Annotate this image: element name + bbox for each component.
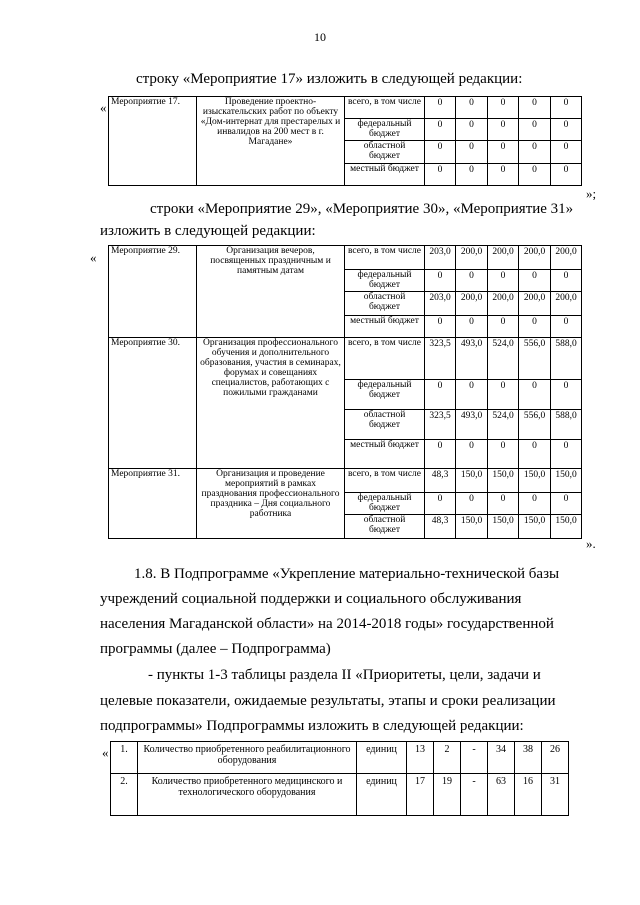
funding-value: 0 (456, 97, 488, 119)
funding-value: 0 (488, 493, 519, 515)
funding-value: 0 (488, 380, 519, 410)
funding-source: всего, в том числе (345, 246, 425, 270)
measure-name: Мероприятие 29. (109, 246, 197, 338)
funding-value: 48,3 (425, 469, 456, 493)
funding-value: 0 (551, 493, 582, 515)
funding-value: 150,0 (551, 515, 582, 539)
paragraph-2-line-1: строки «Мероприятие 29», «Мероприятие 30», «Мероприятие 31» (150, 201, 574, 217)
funding-value: 0 (519, 119, 551, 141)
open-quote-3: « (102, 745, 109, 760)
paragraph-3-line-1: 1.8. В Подпрограмме «Укрепление материально-технической базы (134, 566, 560, 582)
indicator-value: 31 (542, 774, 569, 816)
funding-value: 0 (456, 316, 488, 338)
unit: единиц (357, 774, 407, 816)
funding-value: 200,0 (488, 292, 519, 316)
funding-value: 0 (519, 270, 551, 292)
funding-value: 493,0 (456, 410, 488, 440)
funding-value: 0 (551, 270, 582, 292)
funding-value: 0 (456, 270, 488, 292)
funding-value: 0 (425, 380, 456, 410)
funding-source: областной бюджет (345, 410, 425, 440)
paragraph-4-line-1: - пункты 1-3 таблицы раздела II «Приоритеты, цели, задачи и (148, 667, 541, 683)
paragraph-2-line-2: изложить в следующей редакции: (100, 223, 316, 239)
funding-value: 0 (519, 316, 551, 338)
funding-source: местный бюджет (345, 316, 425, 338)
funding-value: 200,0 (519, 246, 551, 270)
funding-source: областной бюджет (345, 141, 425, 164)
funding-value: 150,0 (519, 469, 551, 493)
funding-value: 0 (551, 380, 582, 410)
indicator-value: - (461, 774, 488, 816)
indicator-name: Количество приобретенного реабилитационного оборудования (138, 742, 357, 774)
measure-name: Мероприятие 30. (109, 338, 197, 469)
indicator-value: 19 (434, 774, 461, 816)
funding-value: 200,0 (488, 246, 519, 270)
funding-source: федеральный бюджет (345, 380, 425, 410)
indicator-value: 63 (488, 774, 515, 816)
table-row (109, 338, 582, 380)
funding-source: всего, в том числе (345, 338, 425, 380)
funding-value: 323,5 (425, 338, 456, 380)
funding-value: 0 (425, 141, 456, 164)
paragraph-3-line-4: программы (далее – Подпрограмма) (100, 641, 331, 657)
funding-value: 0 (488, 141, 519, 164)
table-measures-29-31 (108, 245, 582, 539)
table-row (109, 469, 582, 493)
funding-value: 200,0 (551, 292, 582, 316)
paragraph-4-line-3: подпрограммы» Подпрограммы изложить в следующей редакции: (100, 718, 524, 734)
funding-value: 524,0 (488, 410, 519, 440)
funding-value: 0 (425, 97, 456, 119)
funding-value: 203,0 (425, 292, 456, 316)
indicator-value: 38 (515, 742, 542, 774)
funding-value: 0 (519, 97, 551, 119)
funding-value: 200,0 (551, 246, 582, 270)
funding-value: 0 (488, 270, 519, 292)
funding-value: 524,0 (488, 338, 519, 380)
measure-description: Организация профессионального обучения и дополнительного образования, участия в семинарах, форумах и совещаниях специалистов, работающих с пожилыми гражданами (197, 338, 345, 469)
funding-value: 0 (456, 440, 488, 469)
measure-description: Организация и проведение мероприятий в рамках празднования профессионального праздника – Дня социального работника (197, 469, 345, 539)
funding-value: 588,0 (551, 338, 582, 380)
funding-value: 0 (488, 316, 519, 338)
indicator-value: 17 (407, 774, 434, 816)
funding-value: 0 (551, 440, 582, 469)
funding-value: 0 (456, 164, 488, 186)
funding-value: 0 (519, 380, 551, 410)
funding-value: 48,3 (425, 515, 456, 539)
paragraph-3-line-3: населения Магаданской области» на 2014-2018 годы» государственной (100, 616, 554, 632)
funding-value: 0 (425, 493, 456, 515)
funding-value: 203,0 (425, 246, 456, 270)
funding-value: 150,0 (488, 469, 519, 493)
funding-source: федеральный бюджет (345, 270, 425, 292)
table-measure-17 (108, 96, 582, 186)
table-row (111, 742, 569, 774)
funding-value: 150,0 (551, 469, 582, 493)
funding-value: 0 (551, 316, 582, 338)
funding-source: федеральный бюджет (345, 493, 425, 515)
paragraph-1: строку «Мероприятие 17» изложить в следующей редакции: (136, 71, 523, 87)
indicator-value: 34 (488, 742, 515, 774)
indicator-value: 26 (542, 742, 569, 774)
funding-value: 200,0 (519, 292, 551, 316)
funding-value: 0 (425, 440, 456, 469)
funding-value: 0 (551, 97, 582, 119)
funding-value: 0 (425, 164, 456, 186)
funding-value: 0 (519, 141, 551, 164)
table-row (111, 774, 569, 816)
measure-description: Проведение проектно-изыскательских работ по объекту «Дом-интернат для престарелых и инвалидов на 200 мест в г. Магадане» (197, 97, 345, 186)
indicator-name: Количество приобретенного медицинского и технологического оборудования (138, 774, 357, 816)
funding-source: местный бюджет (345, 440, 425, 469)
funding-value: 0 (551, 141, 582, 164)
indicator-value: - (461, 742, 488, 774)
funding-value: 200,0 (456, 246, 488, 270)
row-number: 2. (111, 774, 138, 816)
funding-value: 0 (488, 164, 519, 186)
indicator-value: 13 (407, 742, 434, 774)
funding-value: 0 (551, 164, 582, 186)
row-number: 1. (111, 742, 138, 774)
table-indicators (110, 741, 569, 816)
measure-name: Мероприятие 31. (109, 469, 197, 539)
table-row (109, 246, 582, 270)
open-quote-2: « (90, 250, 97, 265)
funding-source: федеральный бюджет (345, 119, 425, 141)
indicator-value: 2 (434, 742, 461, 774)
funding-source: областной бюджет (345, 515, 425, 539)
funding-value: 0 (551, 119, 582, 141)
funding-value: 556,0 (519, 338, 551, 380)
close-quote-1: »; (586, 186, 597, 201)
funding-source: всего, в том числе (345, 469, 425, 493)
funding-value: 0 (488, 440, 519, 469)
funding-value: 0 (425, 119, 456, 141)
paragraph-3-line-2: учреждений социальной поддержки и социального обслуживания (100, 591, 522, 607)
funding-value: 588,0 (551, 410, 582, 440)
funding-value: 0 (456, 119, 488, 141)
funding-value: 0 (425, 270, 456, 292)
funding-value: 0 (519, 164, 551, 186)
page-number: 10 (314, 30, 326, 44)
funding-value: 0 (425, 316, 456, 338)
funding-value: 0 (519, 440, 551, 469)
unit: единиц (357, 742, 407, 774)
close-quote-2: ». (586, 536, 596, 551)
funding-value: 323,5 (425, 410, 456, 440)
funding-source: всего, в том числе (345, 97, 425, 119)
indicator-value: 16 (515, 774, 542, 816)
funding-value: 150,0 (488, 515, 519, 539)
funding-source: областной бюджет (345, 292, 425, 316)
funding-value: 150,0 (456, 469, 488, 493)
funding-value: 150,0 (456, 515, 488, 539)
open-quote-1: « (100, 100, 107, 115)
funding-value: 493,0 (456, 338, 488, 380)
funding-value: 556,0 (519, 410, 551, 440)
funding-value: 0 (456, 141, 488, 164)
funding-value: 150,0 (519, 515, 551, 539)
funding-source: местный бюджет (345, 164, 425, 186)
funding-value: 0 (488, 119, 519, 141)
funding-value: 0 (519, 493, 551, 515)
paragraph-4-line-2: целевые показатели, ожидаемые результаты, этапы и сроки реализации (100, 693, 556, 709)
funding-value: 0 (456, 380, 488, 410)
measure-description: Организация вечеров, посвященных праздничным и памятным датам (197, 246, 345, 338)
funding-value: 0 (456, 493, 488, 515)
funding-value: 0 (488, 97, 519, 119)
table-row (109, 97, 582, 119)
funding-value: 200,0 (456, 292, 488, 316)
measure-name: Мероприятие 17. (109, 97, 197, 186)
